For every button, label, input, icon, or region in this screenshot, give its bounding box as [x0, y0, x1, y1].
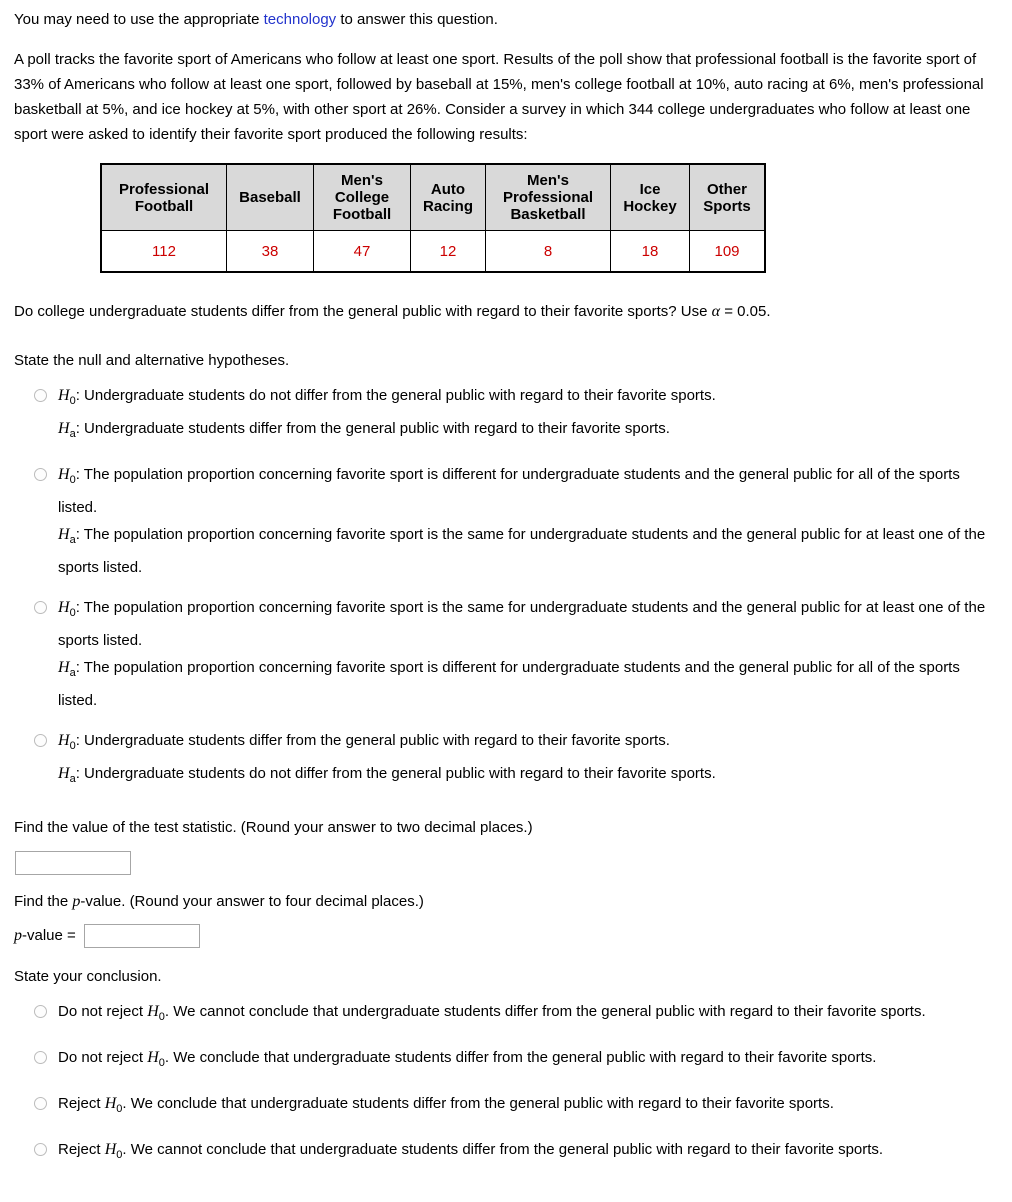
radio-button-conclusion-1[interactable] — [34, 1005, 47, 1018]
radio-button-conclusion-3[interactable] — [34, 1097, 47, 1110]
radio-button-conclusion-4[interactable] — [34, 1143, 47, 1156]
conclusion-option-4[interactable] — [34, 1136, 998, 1169]
problem-statement: A poll tracks the favorite sport of Americans who follow at least one sport. Results of the poll show that professional football is the favorite sport of 33% of Americans who follow at least one sport, followed by baseball at 15%, men's college football at 10%, auto racing at 6%, men's professional basketball at 5%, and ice hockey at 5%, with other sport at 26%. Consider a survey in which 344 college undergraduates who follow at least one sport were asked to identify their favorite sport produced the following results: — [14, 51, 984, 143]
technology-link[interactable]: technology — [263, 11, 337, 28]
conclusion-option-2[interactable] — [34, 1044, 998, 1077]
h0-subscript: 0 — [158, 1011, 165, 1023]
table-value-ice-hockey: 18 — [611, 231, 690, 273]
table-header-baseball: Baseball — [227, 164, 314, 231]
h-symbol: H — [58, 659, 70, 676]
h-symbol: H — [104, 1095, 117, 1112]
pvalue-label — [14, 923, 76, 948]
h-symbol: H — [58, 732, 70, 749]
pvalue-prompt-pre: Find the — [14, 893, 73, 910]
ha-text: : The population proportion concerning favorite sport is the same for undergraduate students and the general public for at least one of the sports listed. — [58, 526, 986, 576]
h-symbol: H — [104, 1141, 117, 1158]
ha-statement — [58, 415, 716, 448]
radio-button-hypothesis-4[interactable] — [34, 734, 47, 747]
h0-subscript: 0 — [69, 395, 76, 407]
h0-subscript: 0 — [158, 1057, 165, 1069]
test-statistic-prompt: Find the value of the test statistic. (Round your answer to two decimal places.) — [14, 819, 533, 836]
test-statistic-input[interactable] — [15, 851, 131, 875]
hypothesis-option-1[interactable] — [34, 382, 998, 448]
table-header-other-sports: Other Sports — [690, 164, 766, 231]
h-symbol: H — [147, 1003, 159, 1020]
h0-statement — [58, 594, 998, 654]
table-value-other-sports: 109 — [690, 231, 766, 273]
table-header-professional-football: Professional Football — [101, 164, 227, 231]
intro-text-post: to answer this question. — [336, 11, 498, 28]
question-text-pre: Do college undergraduate students differ from the general public with regard to their favorite sports? Use — [14, 303, 712, 320]
table-header-mens-college-football: Men's College Football — [314, 164, 411, 231]
table-value-row — [101, 231, 765, 273]
table-value-baseball: 38 — [227, 231, 314, 273]
ha-text: : The population proportion concerning favorite sport is different for undergraduate students and the general public for all of the sports listed. — [58, 659, 960, 709]
h0-subscript: 0 — [116, 1149, 123, 1161]
ha-subscript: a — [69, 428, 76, 440]
radio-button-hypothesis-1[interactable] — [34, 389, 47, 402]
h0-statement — [58, 461, 998, 521]
h-symbol: H — [147, 1049, 159, 1066]
h0-text: : The population proportion concerning favorite sport is the same for undergraduate students and the general public for at least one of the sports listed. — [58, 599, 986, 649]
conclusion-text-pre: Reject — [58, 1095, 105, 1112]
h-symbol: H — [58, 599, 70, 616]
ha-subscript: a — [69, 534, 76, 546]
ha-subscript: a — [69, 773, 76, 785]
h0-subscript: 0 — [69, 607, 76, 619]
h-symbol: H — [58, 765, 70, 782]
ha-statement — [58, 521, 998, 581]
intro-text-pre: You may need to use the appropriate — [14, 11, 264, 28]
conclusion-text-post: . We conclude that undergraduate students differ from the general public with regard to their favorite sports. — [122, 1095, 834, 1112]
ha-statement — [58, 760, 716, 793]
h-symbol: H — [58, 387, 70, 404]
question-line — [14, 299, 998, 324]
conclusion-text-post: . We conclude that undergraduate students differ from the general public with regard to their favorite sports. — [164, 1049, 877, 1066]
conclusion-text-post: . We cannot conclude that undergraduate students differ from the general public with regard to their favorite sports. — [164, 1003, 926, 1020]
h0-statement — [58, 727, 716, 760]
ha-statement — [58, 654, 998, 714]
ha-subscript: a — [69, 667, 76, 679]
h0-statement — [58, 382, 716, 415]
pvalue-answer-row — [14, 923, 998, 948]
pvalue-prompt — [14, 889, 998, 914]
table-header-ice-hockey: Ice Hockey — [611, 164, 690, 231]
h0-text: : Undergraduate students differ from the general public with regard to their favorite sports. — [75, 732, 670, 749]
h0-text: : Undergraduate students do not differ from the general public with regard to their favorite sports. — [75, 387, 716, 404]
alpha-symbol: α — [711, 303, 721, 320]
intro-line — [14, 8, 998, 32]
conclusion-text-pre: Do not reject — [58, 1049, 148, 1066]
h0-subscript: 0 — [69, 740, 76, 752]
pvalue-input[interactable] — [84, 924, 200, 948]
h-symbol: H — [58, 466, 70, 483]
h-symbol: H — [58, 420, 70, 437]
ha-text: : Undergraduate students do not differ from the general public with regard to their favorite sports. — [75, 765, 716, 782]
h0-subscript: 0 — [69, 474, 76, 486]
h-symbol: H — [58, 526, 70, 543]
pvalue-label-post: -value = — [22, 927, 76, 944]
table-header-mens-professional-basketball: Men's Professional Basketball — [486, 164, 611, 231]
favorite-sports-table — [100, 163, 766, 273]
hypothesis-option-2[interactable] — [34, 461, 998, 581]
table-header-auto-racing: Auto Racing — [411, 164, 486, 231]
table-value-auto-racing: 12 — [411, 231, 486, 273]
ha-text: : Undergraduate students differ from the general public with regard to their favorite sports. — [75, 420, 670, 437]
conclusion-text-pre: Reject — [58, 1141, 105, 1158]
conclusion-option-3[interactable] — [34, 1090, 998, 1123]
table-value-mens-college-football: 47 — [314, 231, 411, 273]
p-symbol: p — [72, 893, 81, 910]
hypothesis-option-3[interactable] — [34, 594, 998, 714]
p-symbol: p — [14, 927, 22, 944]
conclusion-text-pre: Do not reject — [58, 1003, 148, 1020]
table-value-mens-professional-basketball: 8 — [486, 231, 611, 273]
hypothesis-option-4[interactable] — [34, 727, 998, 793]
radio-button-hypothesis-3[interactable] — [34, 601, 47, 614]
h0-subscript: 0 — [116, 1103, 123, 1115]
hypotheses-prompt: State the null and alternative hypotheses. — [14, 352, 290, 369]
conclusion-prompt: State your conclusion. — [14, 968, 162, 985]
radio-button-conclusion-2[interactable] — [34, 1051, 47, 1064]
table-header-row — [101, 164, 765, 231]
conclusion-option-1[interactable] — [34, 998, 998, 1031]
conclusion-text-post: . We cannot conclude that undergraduate students differ from the general public with regard to their favorite sports. — [122, 1141, 884, 1158]
table-value-professional-football: 112 — [101, 231, 227, 273]
question-text-post: = 0.05. — [720, 303, 771, 320]
h0-text: : The population proportion concerning favorite sport is different for undergraduate students and the general public for all of the sports listed. — [58, 466, 960, 516]
radio-button-hypothesis-2[interactable] — [34, 468, 47, 481]
pvalue-prompt-post: -value. (Round your answer to four decimal places.) — [80, 893, 424, 910]
